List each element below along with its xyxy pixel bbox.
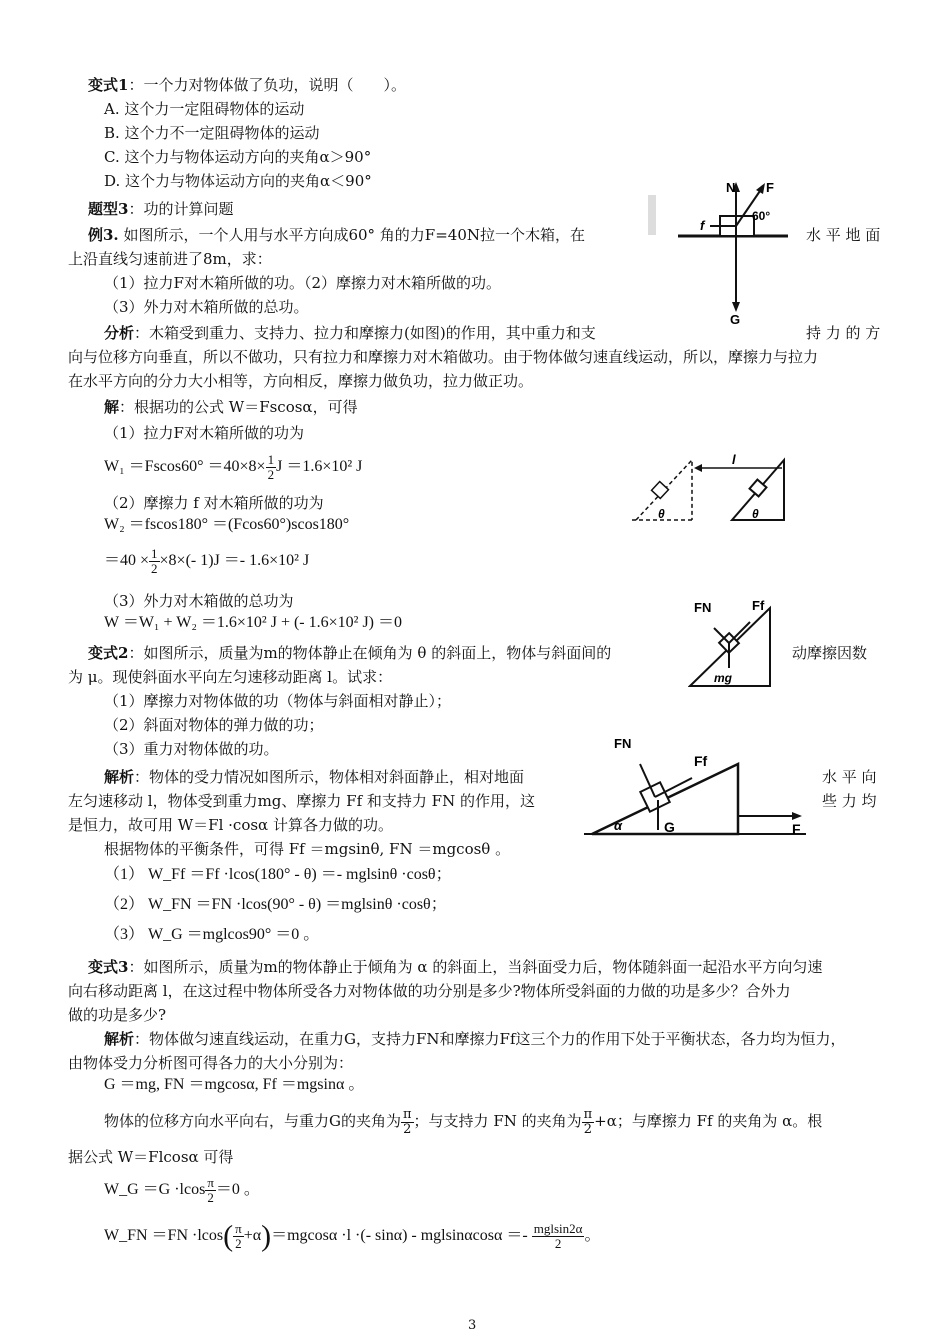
example3-line2: 上沿直线匀速前进了8m，求： (68, 250, 272, 268)
fraction-den: 2 (403, 1121, 412, 1137)
analysis-text: ：木箱受到重力、支持力、拉力和摩擦力(如图)的作用，其中重力和支 (134, 324, 596, 342)
example3-label: 例3. (88, 226, 119, 244)
label-F: F (766, 180, 774, 195)
text-segment: ；与支持力 FN 的夹角为 (413, 1112, 582, 1130)
variant2-line2: 为 μ。现使斜面水平向左匀速移动距离 l。试求： (68, 668, 393, 686)
variant2-equation-1: （1） W_Ff ＝Ff ·lcos(180° - θ) ＝- mglsinθ ·cosθ； (104, 866, 452, 883)
variant2-q1: （1）摩擦力对物体做的功（物体与斜面相对静止）； (104, 692, 452, 710)
equation-3-right: ×8×(- 1)J ＝- 1.6×10² J (159, 552, 310, 569)
solution-text: ：根据功的公式 W＝Fscosα，可得 (119, 398, 358, 416)
dashed-block (652, 482, 669, 499)
analysis3-label: 解析 (104, 1030, 135, 1048)
variant1-label: 变式1 (88, 76, 129, 94)
label-theta: θ (752, 507, 759, 521)
solution-part3: （3）外力对木箱做的总功为 (104, 592, 294, 610)
fraction-half-2 (149, 547, 160, 576)
equation-2: W₂ ＝fscos180° ＝(Fcos60°)scos180° (104, 516, 350, 533)
fraction-num: π (207, 1174, 214, 1190)
variant2-q3: （3）重力对物体做的功。 (104, 740, 279, 758)
label-alpha: α (614, 818, 623, 833)
text-segment: +α；与摩擦力 Ff 的夹角为 α。根 (594, 1112, 823, 1130)
label-G: G (664, 819, 675, 835)
arrow-head (792, 812, 802, 820)
paren-left: ( (223, 1219, 234, 1253)
example3-line1 (88, 224, 585, 246)
fraction-den: 2 (583, 1121, 593, 1137)
variant2-solution-line1-end: 水 平 向 (822, 768, 877, 786)
label-N: N (726, 180, 736, 195)
fraction-den: 2 (267, 466, 275, 482)
analysis2-label: 解析 (104, 768, 135, 786)
figure-incline-displacement (632, 452, 792, 526)
equation-left: W_G ＝G ·lcos (104, 1181, 206, 1198)
fraction-pi-over-2 (205, 1176, 216, 1205)
variant2-line1 (88, 642, 611, 664)
equation-left: W_FN ＝FN ·lcos (104, 1227, 224, 1244)
label-60deg: 60° (752, 209, 771, 223)
analysis-line1 (104, 322, 596, 344)
label-Ff: Ff (752, 598, 765, 613)
variant2-solution-text: ：物体的受力情况如图所示，物体相对斜面静止，相对地面 (134, 768, 525, 786)
variant3-equation-3 (104, 1218, 600, 1254)
equation-3 (104, 546, 309, 576)
equation-right: ＝0 。 (215, 1181, 260, 1198)
arrow-head (694, 464, 702, 472)
option-d: D. 这个力与物体运动方向的夹角α＜90° (104, 172, 372, 190)
equation-right: ＝mgcosα ·l ·(- sinα) - mglsinαcosα ＝- (271, 1227, 528, 1244)
variant2-equation-3: （3） W_G ＝mglcos90° ＝0 。 (104, 926, 320, 943)
fraction-den: 2 (207, 1189, 214, 1205)
section-title (88, 198, 233, 220)
variant2-line1-end: 动摩擦因数 (792, 644, 868, 662)
label-FN: FN (614, 736, 632, 751)
example3-q3: （3）外力对木箱所做的总功。 (104, 298, 309, 316)
analysis-label: 分析 (104, 324, 135, 342)
variant2-equation-2: （2） W_FN ＝FN ·lcos(90° - θ) ＝mglsinθ ·cosθ； (104, 896, 447, 913)
analysis-line3: 在水平方向的分力大小相等，方向相反，摩擦力做负功，拉力做正功。 (68, 372, 534, 390)
variant3-solution-text: ：物体做匀速直线运动，在重力G，支持力FN和摩擦力Ff这三个力的作用下处于平衡状态，各力均为恒力， (134, 1030, 846, 1048)
label-F: F (792, 821, 801, 837)
fraction-num: π (403, 1106, 412, 1122)
fraction-den: 2 (235, 1235, 242, 1251)
equation-1-right: J ＝1.6×10² J (276, 458, 363, 475)
fraction-num: mglsin2α (533, 1220, 583, 1236)
variant3-equation-2 (104, 1174, 260, 1206)
option-c: C. 这个力与物体运动方向的夹角α＞90° (104, 148, 372, 166)
solution-intro (104, 396, 358, 418)
variant2-solution-line1 (104, 766, 524, 788)
label-l: l (732, 452, 736, 467)
fraction-pi-over-2 (401, 1108, 414, 1137)
variant1-text: ：一个力对物体做了负功，说明（ ）。 (128, 76, 406, 94)
example3-q1: （1）拉力F对木箱所做的功。（2）摩擦力对木箱所做的功。 (104, 274, 501, 292)
scan-shadow (648, 195, 656, 235)
variant3-equation-1: G ＝mg, FN ＝mgcosα, Ff ＝mgsinα 。 (104, 1076, 365, 1093)
paren-right: ) (261, 1219, 272, 1253)
figure-box-forces (648, 180, 798, 328)
option-b: B. 这个力不一定阻碍物体的运动 (104, 124, 320, 142)
variant3-label: 变式3 (88, 958, 129, 976)
variant3-solution-line3 (104, 1104, 822, 1138)
fraction-pi-over-2 (233, 1222, 244, 1251)
fraction-num: 1 (151, 545, 158, 561)
equation-1-left: W₁ ＝Fscos60° ＝40×8× (104, 458, 266, 475)
solution-part1: （1）拉力F对木箱所做的功为 (104, 424, 304, 442)
variant3-line1 (88, 956, 822, 978)
equation-1 (104, 452, 362, 482)
label-G: G (730, 312, 741, 327)
page-number: 3 (468, 1318, 477, 1333)
equation-mid: +α (243, 1227, 262, 1244)
section-label: 题型3 (88, 200, 129, 218)
variant2-q2: （2）斜面对物体的弹力做的功； (104, 716, 324, 734)
text-segment: 物体的位移方向水平向右，与重力G的夹角为 (104, 1112, 401, 1130)
label-mg: mg (714, 671, 732, 685)
solution-label: 解 (104, 398, 120, 416)
fraction-mglsin2a-over-2 (532, 1222, 585, 1251)
variant2-solution-line2-end: 些 力 均 (822, 792, 877, 810)
example3-line1-end: 水 平 地 面 (806, 226, 881, 244)
fraction-num: 1 (267, 451, 275, 467)
figure-incline-forces (688, 594, 778, 690)
label-FN: FN (694, 600, 712, 615)
variant1-question (88, 74, 406, 96)
fraction-pi-over-2 (582, 1108, 595, 1137)
solution-part2: （2）摩擦力 f 对木箱所做的功为 (104, 494, 324, 512)
variant2-label: 变式2 (88, 644, 129, 662)
figure-incline-pushed (574, 734, 810, 846)
variant3-solution-line1 (104, 1028, 846, 1050)
variant3-solution-line4: 据公式 W＝Flcosα 可得 (68, 1148, 234, 1166)
variant2-solution-line2: 左匀速移动 l，物体受到重力mg、摩擦力 Ff 和支持力 FN 的作用，这 (68, 792, 535, 810)
analysis-line1-end: 持 力 的 方 (806, 324, 881, 342)
fraction-num: π (583, 1106, 593, 1122)
variant3-line3: 做的功是多少? (68, 1006, 167, 1024)
fraction-num: π (235, 1220, 242, 1236)
variant3-solution-line2: 由物体受力分析图可得各力的大小分别为： (68, 1054, 354, 1072)
arrow-head (732, 302, 740, 312)
label-f: f (700, 218, 705, 233)
analysis-line2: 向与位移方向垂直，所以不做功，只有拉力和摩擦力对木箱做功。由于物体做匀速直线运动，所以，摩擦力与拉力 (68, 348, 819, 366)
variant2-solution-line3: 是恒力，故可用 W＝Fl ·cosα 计算各力做的功。 (68, 816, 393, 834)
label-theta: θ (658, 507, 665, 521)
fraction-den: 2 (151, 560, 158, 576)
equation-3-left: ＝40 × (104, 552, 150, 569)
variant2-text: ：如图所示，质量为m的物体静止在倾角为 θ 的斜面上，物体与斜面间的 (128, 644, 612, 662)
variant3-line2: 向右移动距离 l，在这过程中物体所受各力对物体做的功分别是多少?物体所受斜面的力做的功是多少？合外力 (68, 982, 791, 1000)
label-Ff: Ff (694, 753, 708, 769)
arrow-head (756, 183, 765, 194)
equation-end: 。 (584, 1227, 601, 1244)
section-text: ：功的计算问题 (128, 200, 234, 218)
fraction-half (266, 453, 277, 482)
option-a: A. 这个力一定阻碍物体的运动 (104, 100, 305, 118)
equation-4: W ＝W₁ + W₂ ＝1.6×10² J + (- 1.6×10² J) ＝0 (104, 614, 403, 631)
variant2-solution-line4: 根据物体的平衡条件，可得 Ff ＝mgsinθ, FN ＝mgcosθ 。 (104, 840, 511, 858)
fraction-den: 2 (554, 1235, 562, 1251)
variant3-text: ：如图所示，质量为m的物体静止于倾角为 α 的斜面上，当斜面受力后，物体随斜面一起沿水平方向匀速 (128, 958, 823, 976)
example3-text: 如图所示，一个人用与水平方向成60° 角的力F=40N拉一个木箱，在 (118, 226, 585, 244)
